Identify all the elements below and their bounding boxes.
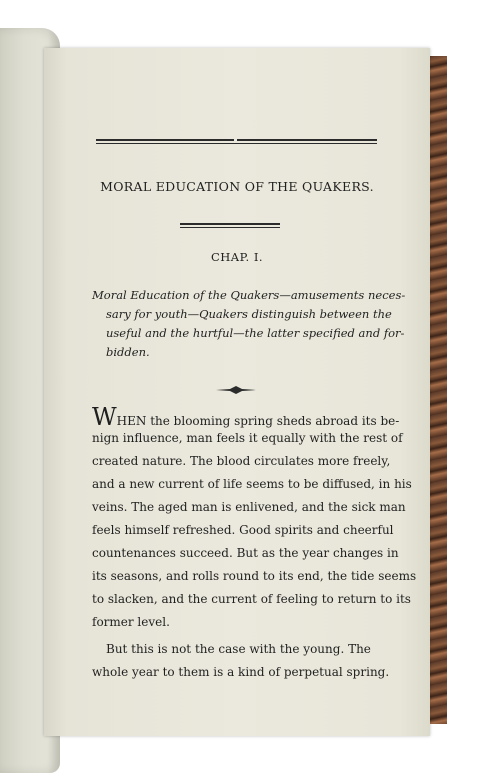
heading-rule-thick <box>180 223 280 225</box>
ornament-divider <box>216 386 256 394</box>
body-line: created nature. The blood circulates more freely, <box>92 454 391 468</box>
first-line-text: HEN the blooming spring sheds abroad its be- <box>116 414 400 428</box>
drop-cap: W <box>92 403 117 431</box>
book-page <box>44 48 430 736</box>
body-line: its seasons, and rolls round to its end, the tide seems <box>92 569 417 583</box>
marbled-board <box>428 56 447 724</box>
body-line: whole year to them is a kind of perpetual spring. <box>92 665 390 679</box>
body-line: and a new current of life seems to be diffused, in his <box>92 477 412 491</box>
top-rule-left <box>96 139 234 141</box>
body-line: countenances succeed. But as the year changes in <box>92 546 399 560</box>
body-line: former level. <box>92 615 170 629</box>
body-line: to slacken, and the current of feeling to return to its <box>92 592 411 606</box>
body-line: veins. The aged man is enlivened, and the sick man <box>92 500 406 514</box>
summary-line: useful and the hurtful—the latter specified and for- <box>106 326 405 340</box>
chapter-title: CHAP. I. <box>210 250 264 264</box>
page-heading: MORAL EDUCATION OF THE QUAKERS. <box>100 179 374 194</box>
body-line: nign influence, man feels it equally with the rest of <box>92 431 403 445</box>
body-line: feels himself refreshed. Good spirits and cheerful <box>92 523 394 537</box>
body-line: But this is not the case with the young. The <box>106 642 371 656</box>
top-rule-thin <box>96 143 377 144</box>
summary-line: sary for youth—Quakers distinguish between the <box>106 307 392 321</box>
summary-line: bidden. <box>106 345 150 359</box>
body-line-first <box>92 403 400 431</box>
summary-line: Moral Education of the Quakers—amusements neces- <box>92 288 406 302</box>
heading-rule-thin <box>180 227 280 228</box>
top-rule-right <box>237 139 377 141</box>
